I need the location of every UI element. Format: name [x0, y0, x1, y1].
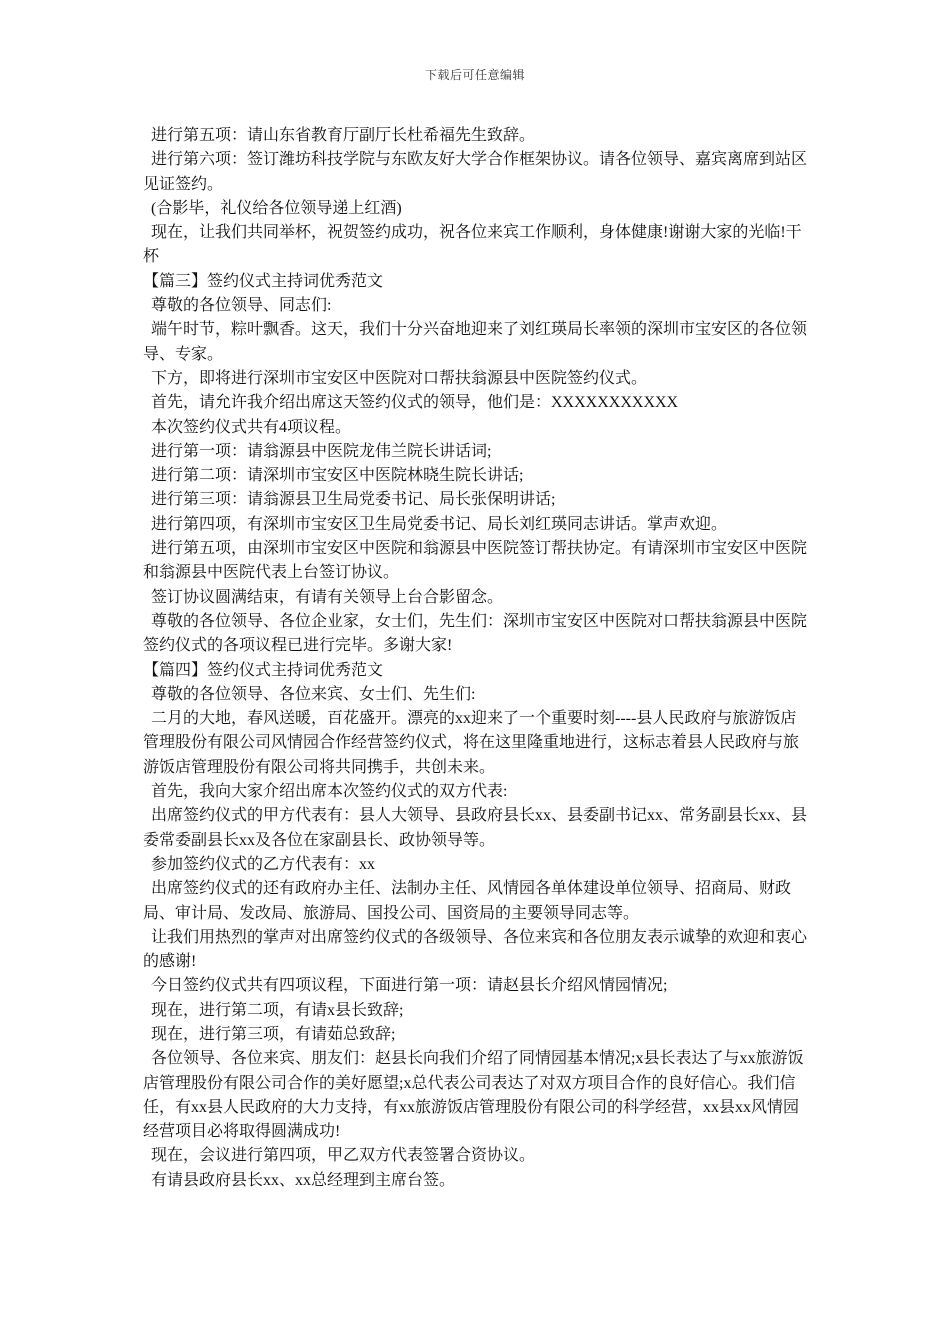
- paragraph: 尊敬的各位领导、同志们:: [151, 297, 332, 315]
- paragraph: 进行第三项：请翁源县卫生局党委书记、局长张保明讲话;: [151, 491, 556, 509]
- paragraph: 下方，即将进行深圳市宝安区中医院对口帮扶翁源县中医院签约仪式。: [151, 369, 648, 387]
- page-header-note: 下载后可任意编辑: [424, 68, 525, 82]
- paragraph: 签订协议圆满结束，有请有关领导上台合影留念。: [151, 588, 504, 606]
- paragraph: 首先，我向大家介绍出席本次签约仪式的双方代表:: [151, 783, 508, 801]
- paragraph: 进行第六项：签订潍坊科技学院与东欧友好大学合作框架协议。请各位领导、嘉宾离席到站区见证签约。: [143, 151, 808, 193]
- paragraph: 现在，让我们共同举杯，祝贺签约成功，祝各位来宾工作顺利，身体健康!谢谢大家的光临!干杯: [143, 224, 802, 266]
- section-heading: 【篇三】签约仪式主持词优秀范文: [143, 272, 384, 290]
- paragraph: 进行第四项，有深圳市宝安区卫生局党委书记、局长刘红瑛同志讲话。掌声欢迎。: [151, 515, 728, 533]
- paragraph: 让我们用热烈的掌声对出席签约仪式的各级领导、各位来宾和各位朋友表示诚挚的欢迎和衷心的感谢!: [143, 928, 808, 971]
- paragraph: (合影毕，礼仪给各位领导递上红酒): [151, 199, 402, 217]
- paragraph: 进行第五项，由深圳市宝安区中医院和翁源县中医院签订帮扶协定。有请深圳市宝安区中医院和翁源县中医院代表上台签订协议。: [143, 540, 808, 582]
- paragraph: 进行第一项：请翁源县中医院龙伟兰院长讲话词;: [151, 442, 492, 460]
- paragraph: 参加签约仪式的乙方代表有：xx: [151, 855, 376, 873]
- paragraph: 现在，进行第三项，有请茹总致辞;: [151, 1025, 396, 1043]
- paragraph: 各位领导、各位来宾、朋友们：赵县长向我们介绍了同情园基本情况;x县长表达了与xx旅游饭店管理股份有限公司合作的美好愿望;x总代表公司表达了对双方项目合作的良好信心。我们信任，有xx县人民政府的大力支持，有xx旅游饭店管理股份有限公司的科学经营，xx县xx风情园经营项目必将取得圆满成功!: [143, 1050, 804, 1141]
- paragraph: 有请县政府县长xx、xx总经理到主席台签。: [151, 1171, 456, 1189]
- paragraph: 出席签约仪式的甲方代表有：县人大领导、县政府县长xx、县委副书记xx、常务副县长xx、县委常委副县长xx及各位在家副县长、政协领导等。: [143, 807, 808, 849]
- document-body: [143, 124, 811, 1193]
- paragraph: 现在，进行第二项，有请x县长致辞;: [151, 1001, 404, 1019]
- paragraph: 端午时节，粽叶飘香。这天，我们十分兴奋地迎来了刘红瑛局长率领的深圳市宝安区的各位领导、专家。: [143, 321, 808, 363]
- paragraph: 二月的大地，春风送暖，百花盛开。漂亮的xx迎来了一个重要时刻----县人民政府与旅游饭店管理股份有限公司风情园合作经营签约仪式，将在这里隆重地进行，这标志着县人民政府与旅游饭店管理股份有限公司将共同携手，共创未来。: [143, 710, 800, 776]
- paragraph: 尊敬的各位领导、各位企业家，女士们，先生们：深圳市宝安区中医院对口帮扶翁源县中医院签约仪式的各项议程已进行完毕。多谢大家!: [143, 612, 808, 655]
- paragraph: 首先，请允许我介绍出席这天签约仪式的领导，他们是：XXXXXXXXXXX: [151, 394, 679, 412]
- paragraph: 进行第五项：请山东省教育厅副厅长杜希福先生致辞。: [151, 127, 536, 144]
- paragraph: 今日签约仪式共有四项议程，下面进行第一项：请赵县长介绍风情园情况;: [151, 977, 668, 995]
- paragraph: 出席签约仪式的还有政府办主任、法制办主任、风情园各单体建设单位领导、招商局、财政局、审计局、发改局、旅游局、国投公司、国资局的主要领导同志等。: [143, 880, 792, 922]
- section-heading: 【篇四】签约仪式主持词优秀范文: [143, 661, 384, 679]
- paragraph: 进行第二项：请深圳市宝安区中医院林晓生院长讲话;: [151, 467, 524, 485]
- paragraph: 本次签约仪式共有4项议程。: [151, 418, 352, 436]
- paragraph: 尊敬的各位领导、各位来宾、女士们、先生们:: [151, 685, 476, 703]
- paragraph: 现在，会议进行第四项，甲乙双方代表签署合资协议。: [151, 1147, 536, 1165]
